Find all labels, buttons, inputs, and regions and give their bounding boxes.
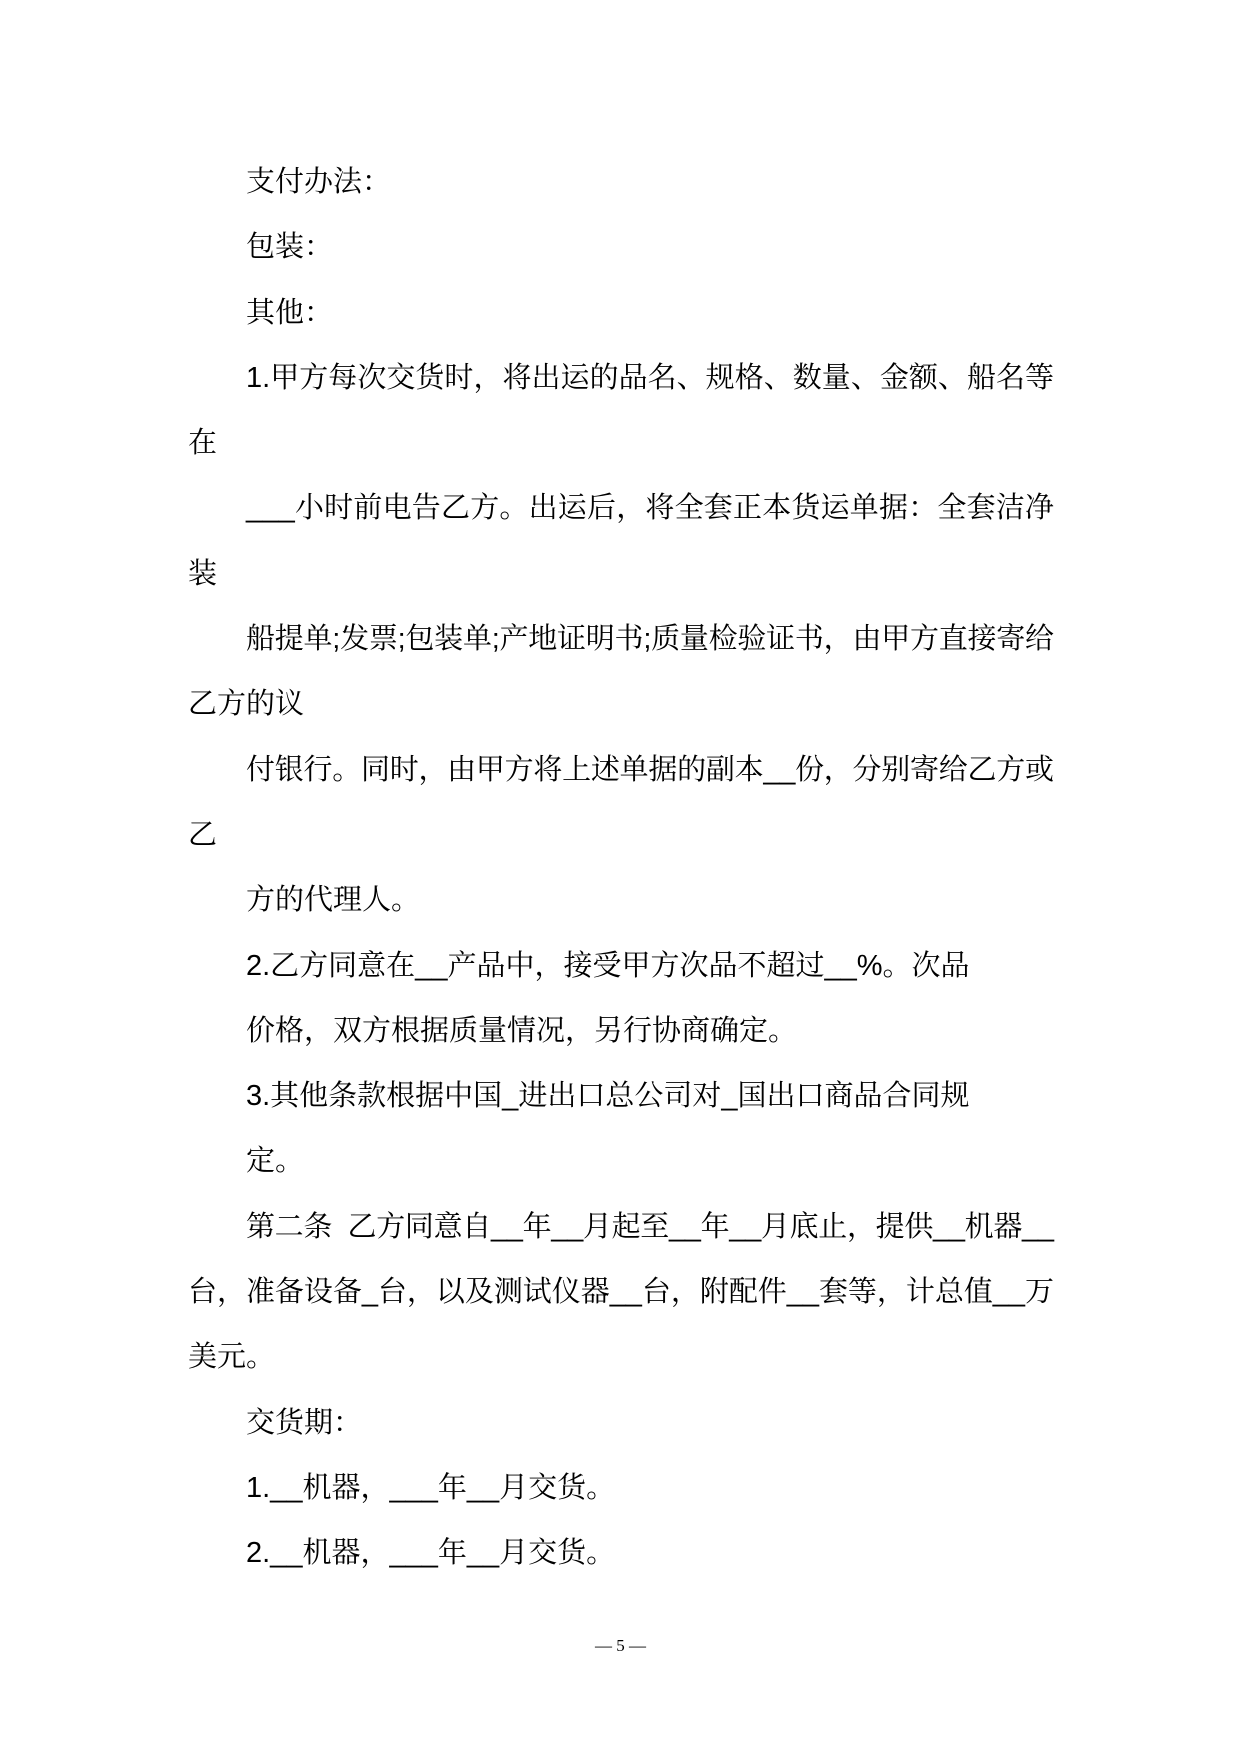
text-line-content: 方的代理人。 [246, 884, 421, 917]
page-number: — 5 — [595, 1636, 646, 1655]
text-line [188, 1325, 1054, 1390]
text-line-content: 装 [188, 557, 218, 590]
text-line [188, 476, 1054, 541]
text-line [188, 1260, 1054, 1325]
text-line-content: 付银行。同时，由甲方将上述单据的副本__份，分别寄给乙方或 [246, 753, 1054, 786]
paragraph-payment-method [188, 150, 1054, 215]
body-text [188, 150, 1054, 1587]
text-line [188, 1129, 1054, 1194]
paragraph-item-3-other-terms [188, 1064, 1054, 1129]
paragraph-article-2 [188, 1195, 1054, 1391]
paragraph-item-2-defects [188, 934, 1054, 999]
text-line [188, 1195, 1054, 1260]
text-line-content: ___小时前电告乙方。出运后，将全套正本货运单据：全套洁净 [246, 492, 1055, 525]
text-line [188, 868, 1054, 933]
text-line-content: 包装： [246, 231, 334, 264]
paragraph-document-copies [188, 738, 1054, 869]
text-line [188, 1391, 1054, 1456]
text-line [188, 411, 1054, 476]
text-line-content: 2.乙方同意在__产品中，接受甲方次品不超过__%。次品 [246, 949, 970, 982]
text-line-content: 其他： [246, 296, 334, 329]
text-line [188, 672, 1054, 737]
text-line-content: 2.__机器，___年__月交货。 [246, 1537, 616, 1570]
text-line [188, 1521, 1054, 1586]
text-line-content: 3.其他条款根据中国_进出口总公司对_国出口商品合同规 [246, 1080, 970, 1113]
text-line-content: 船提单;发票;包装单;产地证明书;质量检验证书，由甲方直接寄给 [246, 623, 1054, 656]
text-line-content: 美元。 [188, 1341, 276, 1374]
text-line-content: 台，准备设备_台，以及测试仪器__台，附配件__套等，计总值__万 [188, 1276, 1054, 1309]
text-line-content: 价格，双方根据质量情况，另行协商确定。 [246, 1014, 798, 1047]
paragraph-agent [188, 868, 1054, 933]
text-line-content: 定。 [246, 1145, 305, 1178]
text-line-content: 第二条 乙方同意自__年__月起至__年__月底止，提供__机器__ [246, 1210, 1054, 1243]
text-line-content: 1.甲方每次交货时，将出运的品名、规格、数量、金额、船名等 [246, 361, 1055, 394]
text-line [188, 738, 1054, 803]
text-line-content: 乙 [188, 818, 218, 851]
paragraph-defect-pricing [188, 999, 1054, 1064]
paragraph-delivery-period [188, 1391, 1054, 1456]
text-line-content: 支付办法： [246, 166, 392, 198]
text-line [188, 934, 1054, 999]
paragraph-delivery-item-1 [188, 1456, 1054, 1521]
paragraph-item-1-shipping-notice [188, 346, 1054, 477]
paragraph-documents-list [188, 607, 1054, 738]
paragraph-regulations-end [188, 1129, 1054, 1194]
text-line [188, 346, 1054, 411]
text-line-content: 交货期： [246, 1406, 363, 1439]
text-line-content: 乙方的议 [188, 688, 305, 721]
text-line [188, 542, 1054, 607]
paragraph-shipping-documents [188, 476, 1054, 607]
text-line [188, 281, 1054, 346]
text-line [188, 999, 1054, 1064]
text-line-content: 1.__机器，___年__月交货。 [246, 1471, 616, 1504]
text-line [188, 803, 1054, 868]
text-line [188, 607, 1054, 672]
text-line [188, 215, 1054, 280]
paragraph-packing [188, 215, 1054, 280]
text-line [188, 1064, 1054, 1129]
text-line [188, 1456, 1054, 1521]
text-line-content: 在 [188, 427, 218, 460]
paragraph-other [188, 281, 1054, 346]
text-line [188, 150, 1054, 215]
paragraph-delivery-item-2 [188, 1521, 1054, 1586]
